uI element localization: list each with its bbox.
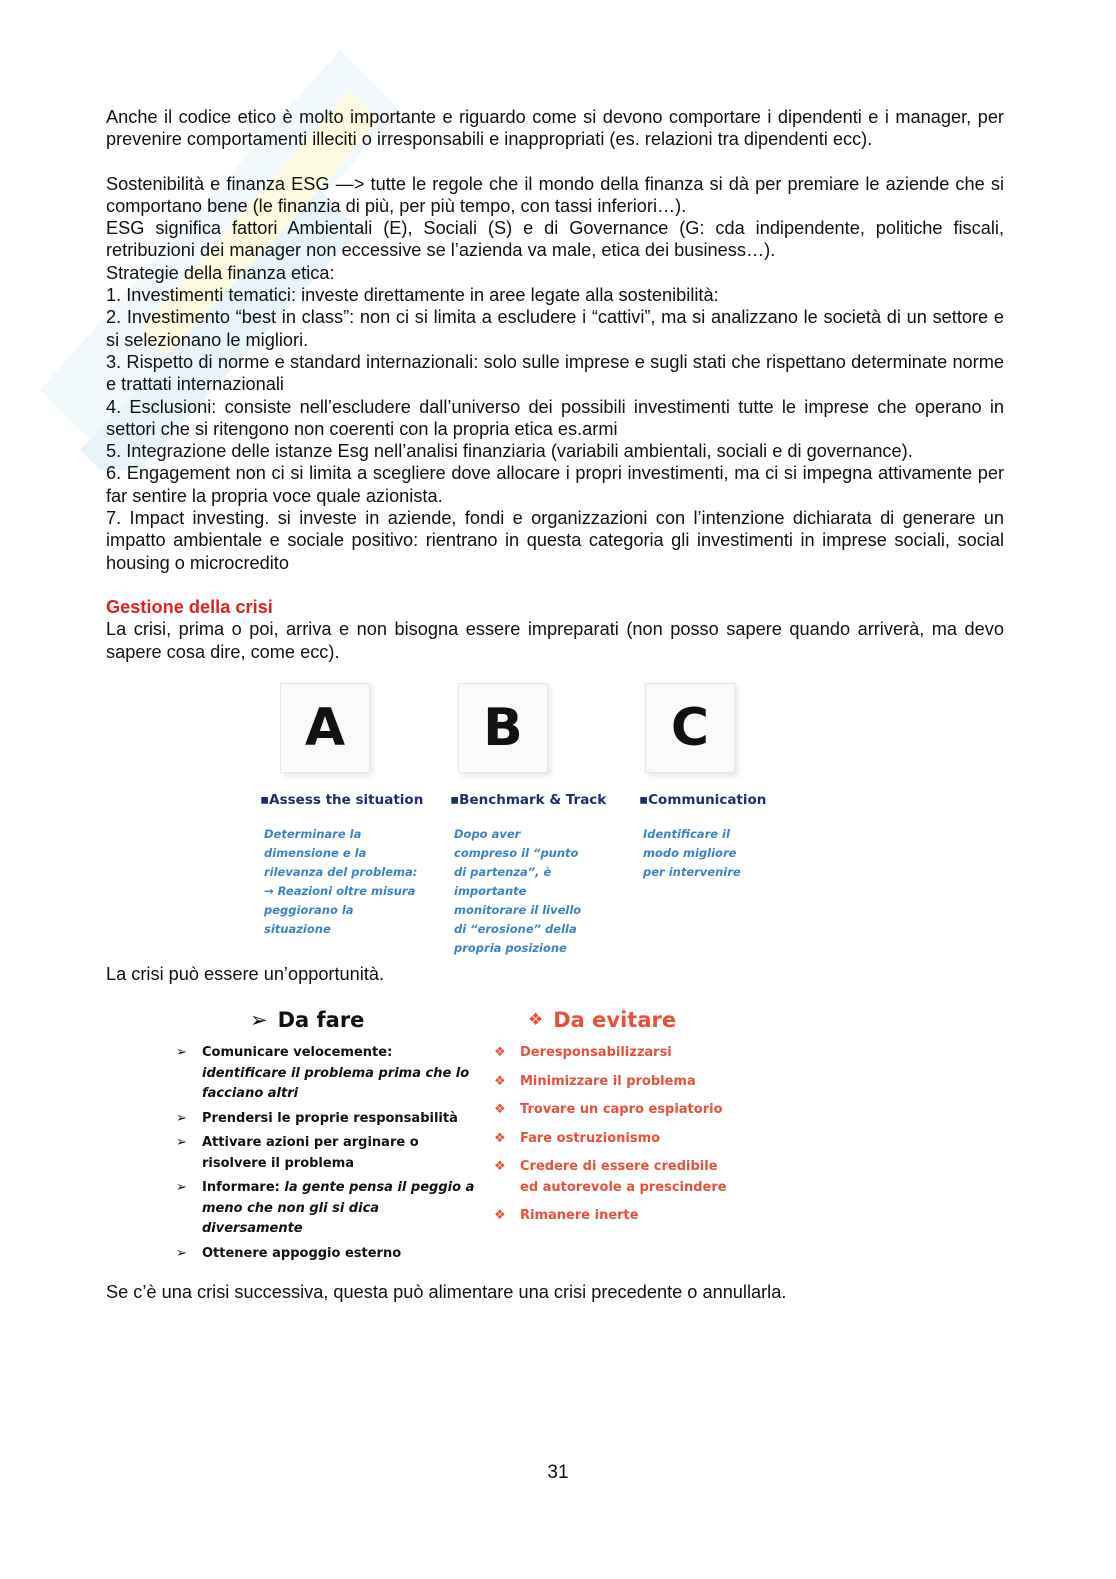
da-evitare-column (494, 1009, 794, 1235)
paragraph-codice-etico: Anche il codice etico è molto importante e riguardo come si devono comportare i dipendenti e i manager, per prevenire comportamenti illeciti o irresponsabili e inappropriati (es. relazioni tra dipendenti ecc). (106, 107, 1004, 150)
list-item: ❖ Rimanere inerte (494, 1206, 794, 1227)
abc-card-a (260, 683, 440, 939)
arrow-bullet-icon: ➢ (176, 1245, 187, 1261)
list-item: ❖ Credere di essere credibile ed autorevole a prescindere (494, 1157, 794, 1198)
section-heading-gestione-crisi: Gestione della crisi (106, 596, 273, 617)
card-description: Dopo aver compreso il “punto di partenza”, è importante monitorare il livello di “erosione” della propria posizione (454, 827, 582, 956)
list-item: ❖ Trovare un capro espiatorio (494, 1100, 794, 1121)
diamond-bullet-icon: ❖ (528, 1010, 544, 1031)
letter-a: A (280, 683, 370, 773)
list-item: ❖ Deresponsabilizzarsi (494, 1043, 794, 1064)
da-fare-list (176, 1043, 476, 1264)
card-title: ▪Benchmark & Track (450, 791, 607, 808)
paragraph-crisi-successiva: Se c’è una crisi successiva, questa può alimentare una crisi precedente o annullarla. (106, 1282, 787, 1303)
diamond-bullet-icon: ❖ (494, 1102, 506, 1118)
arrow-bullet-icon: ➢ (176, 1135, 187, 1151)
da-evitare-list (494, 1043, 794, 1227)
da-fare-column (176, 1009, 476, 1268)
paragraph-opportunita: La crisi può essere un’opportunità. (106, 963, 385, 984)
arrow-bullet-icon: ➢ (176, 1180, 187, 1196)
list-item: ➢ Comunicare velocemente: identificare il problema prima che lo facciano altri (176, 1043, 476, 1105)
page-content (106, 106, 1004, 1303)
card-title: ▪Assess the situation (260, 791, 424, 808)
card-desc-main: Determinare la dimensione e la rilevanza del problema: (264, 827, 418, 880)
diamond-bullet-icon: ❖ (494, 1208, 506, 1224)
paragraph-sostenibilita: Sostenibilità e finanza ESG —> tutte le regole che il mondo della finanza si dà per premiare le aziende che si comportano bene (le finanzia di più, per più tempo, con tassi inferiori…). (106, 173, 1004, 216)
strategia-item: 3. Rispetto di norme e standard internazionali: solo sulle imprese e sugli stati che rispettano determinate norme e trattati internazionali (106, 351, 1004, 395)
abc-diagram (106, 683, 1004, 956)
list-item: ❖ Fare ostruzionismo (494, 1129, 794, 1150)
strategia-item: 2. Investimento “best in class”: non ci si limita a escludere i “cattivi”, ma si analizzano le società di un settore e si selezionano le migliori. (106, 307, 1004, 350)
card-desc-sub: → Reazioni oltre misura peggiorano la situazione (264, 884, 416, 937)
card-title: ▪Communication (639, 791, 767, 808)
paragraph-crisi-intro: La crisi, prima o poi, arriva e non bisogna essere impreparati (non posso sapere quando arriverà, ma devo sapere cosa dire, come ecc). (106, 619, 1004, 662)
strategia-item: 1. Investimenti tematici: investe direttamente in aree legate alla sostenibilità: (106, 285, 719, 306)
do-dont-diagram (106, 1009, 1004, 1265)
strategia-item: 7. Impact investing. si investe in aziende, fondi e organizzazioni con l’intenzione dichiarata di generare un impatto ambientale e sociale positivo: rientrano in questa categoria gli investimenti in imprese sociali, social housing o microcredito (106, 508, 1004, 573)
list-item: ➢ Ottenere appoggio esterno (176, 1244, 476, 1265)
list-item: ➢ Prendersi le proprie responsabilità (176, 1109, 476, 1130)
list-item: ➢ Informare: la gente pensa il peggio a meno che non gli si dica diversamente (176, 1178, 476, 1240)
strategia-item: 6. Engagement non ci si limita a scegliere dove allocare i propri investimenti, ma ci si impegna attivamente per far sentire la propria voce quale azionista. (106, 463, 1004, 506)
arrow-bullet-icon: ➢ (176, 1110, 187, 1126)
abc-card-b (450, 683, 630, 958)
da-evitare-title: ❖ Da evitare (528, 1008, 677, 1033)
page-number: 31 (547, 1462, 569, 1483)
letter-b: B (458, 683, 548, 773)
diamond-bullet-icon: ❖ (494, 1130, 506, 1146)
card-description (264, 825, 424, 939)
diamond-bullet-icon: ❖ (494, 1073, 506, 1089)
abc-card-c (639, 683, 819, 882)
diamond-bullet-icon: ❖ (494, 1045, 506, 1061)
diamond-bullet-icon: ❖ (494, 1159, 506, 1175)
list-item: ❖ Minimizzare il problema (494, 1072, 794, 1093)
strategia-item: 5. Integrazione delle istanze Esg nell’analisi finanziaria (variabili ambientali, sociali e di governance). (106, 441, 913, 462)
arrow-bullet-icon: ➢ (176, 1045, 187, 1061)
letter-c: C (645, 683, 735, 773)
paragraph-esg: ESG significa fattori Ambientali (E), Sociali (S) e di Governance (G: cda indipendente, politiche fiscali, retribuzioni dei manager non eccessive se l’azienda va male, etica dei business…). (106, 218, 1004, 261)
da-fare-title: ➢ Da fare (250, 1008, 365, 1033)
strategia-item: 4. Esclusioni: consiste nell’escludere dall’universo dei possibili investimenti tutte le imprese che operano in settori che si ritengono non coerenti con la propria etica es.armi (106, 396, 1004, 439)
strategie-intro: Strategie della finanza etica: (106, 262, 335, 283)
card-description: Identificare il modo migliore per intervenire (643, 827, 741, 880)
arrow-bullet-icon: ➢ (250, 1008, 268, 1033)
list-item: ➢ Attivare azioni per arginare o risolvere il problema (176, 1133, 476, 1174)
